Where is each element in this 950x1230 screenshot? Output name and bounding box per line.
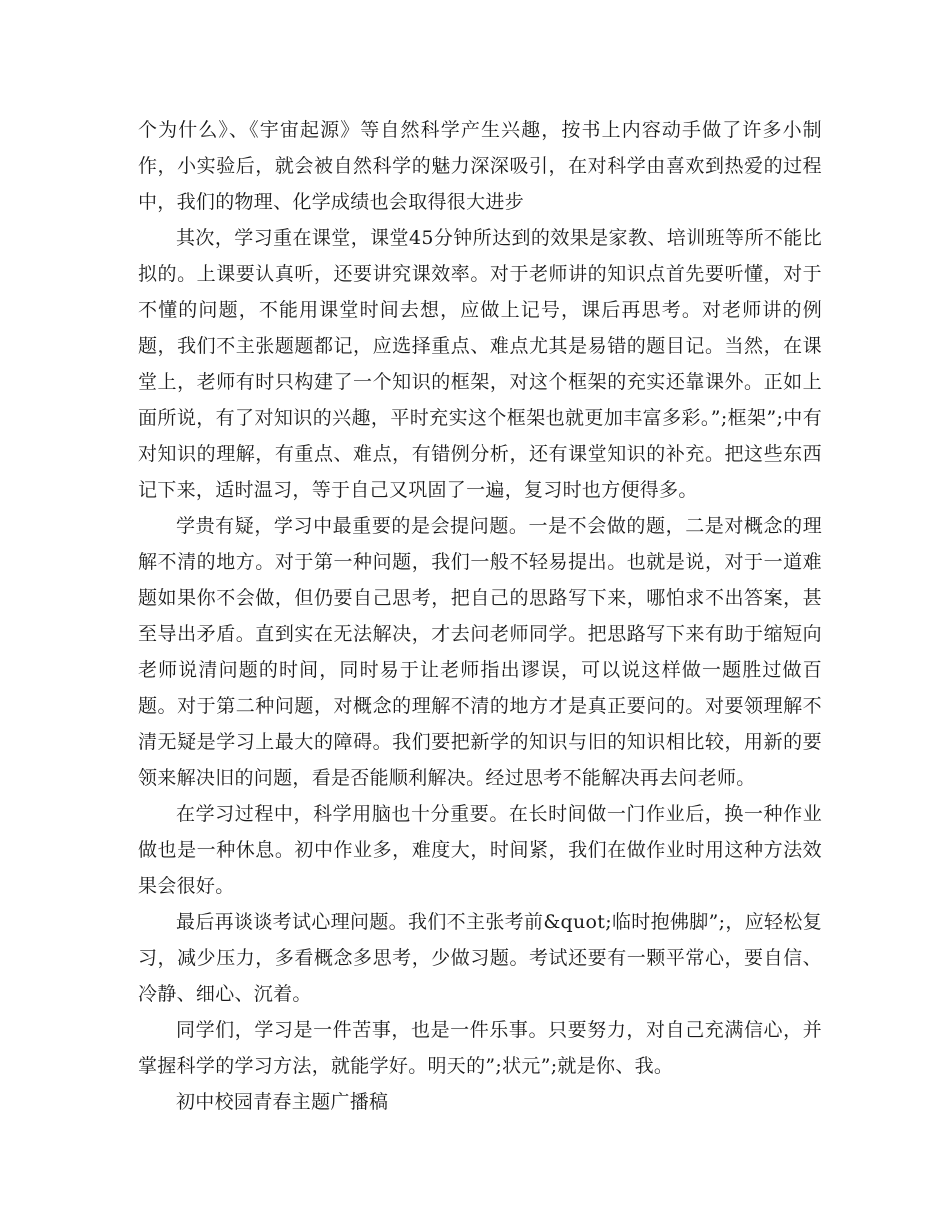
paragraph-classroom: 其次，学习重在课堂，课堂45分钟所达到的效果是家教、培训班等所不能比拟的。上课要认真听，还要讲究课效率。对于老师讲的知识点首先要听懂，对于不懂的问题，不能用课堂时间去想，应做上记号，课后再思考。对老师讲的例题，我们不主张题题都记，应选择重点、难点尤其是易错的题目记。当然，在课堂上，老师有时只构建了一个知识的框架，对这个框架的充实还靠课外。正如上面所说，有了对知识的兴趣，平时充实这个框架也就更加丰富多彩。”;框架”;中有对知识的理解，有重点、难点，有错例分析，还有课堂知识的补充。把这些东西记下来，适时温习，等于自己又巩固了一遍，复习时也方便得多。 — [138, 227, 822, 501]
paragraph-exam-psychology: 最后再谈谈考试心理问题。我们不主张考前&quot;临时抱佛脚”;，应轻松复习，减少压力，多看概念多思考，少做习题。考试还要有一颗平常心，要自信、冷静、细心、沉着。 — [138, 911, 822, 1005]
document-body — [138, 112, 822, 1120]
paragraph-brain-use: 在学习过程中，科学用脑也十分重要。在长时间做一门作业后，换一种作业做也是一种休息。初中作业多，难度大，时间紧，我们在做作业时用这种方法效果会很好。 — [138, 803, 822, 897]
paragraph-conclusion: 同学们，学习是一件苦事，也是一件乐事。只要努力，对自己充满信心，并掌握科学的学习方法，就能学好。明天的”;状元”;就是你、我。 — [138, 1019, 822, 1077]
paragraph-continued-intro: 个为什么》、《宇宙起源》等自然科学产生兴趣，按书上内容动手做了许多小制作，小实验后，就会被自然科学的魅力深深吸引，在对科学由喜欢到热爱的过程中，我们的物理、化学成绩也会取得很大进步 — [138, 119, 822, 213]
paragraph-questions: 学贵有疑，学习中最重要的是会提问题。一是不会做的题，二是对概念的理解不清的地方。对于第一种问题，我们一般不轻易提出。也就是说，对于一道难题如果你不会做，但仍要自己思考，把自己的思路写下来，哪怕求不出答案，甚至导出矛盾。直到实在无法解决，才去问老师同学。把思路写下来有助于缩短向老师说清问题的时间，同时易于让老师指出谬误，可以说这样做一题胜过做百题。对于第二种问题，对概念的理解不清的地方才是真正要问的。对要领理解不清无疑是学习上最大的障碍。我们要把新学的知识与旧的知识相比较，用新的要领来解决旧的问题，看是否能顺利解决。经过思考不能解决再去问老师。 — [138, 515, 822, 789]
section-title-next: 初中校园青春主题广播稿 — [176, 1091, 389, 1113]
